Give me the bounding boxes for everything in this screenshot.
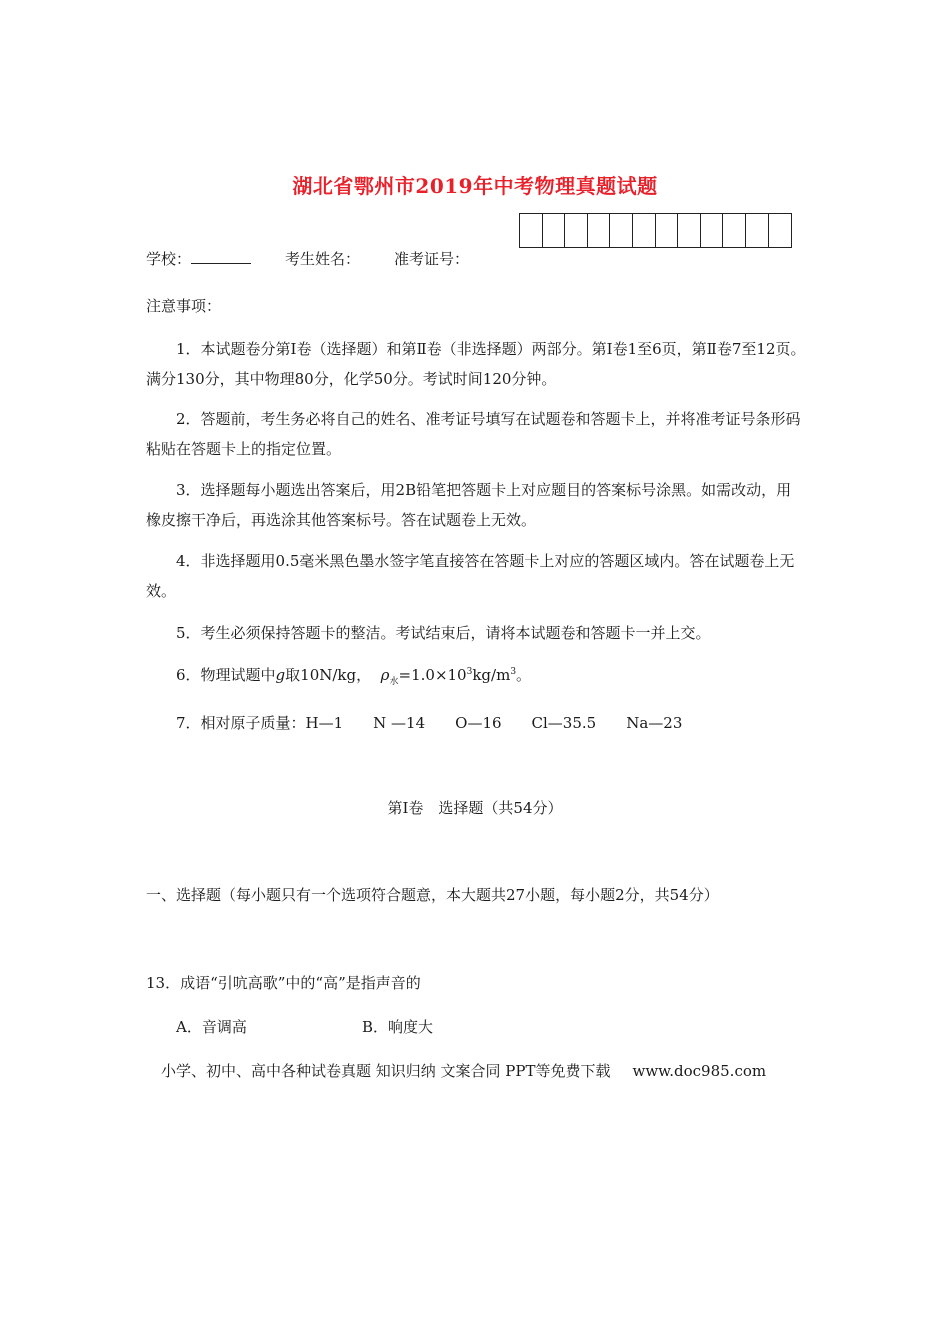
footer-url: www.doc985.com: [632, 1062, 767, 1080]
exam-number-boxes: [519, 213, 792, 248]
exam-number-box: [769, 214, 792, 247]
note-item-6: 6．物理试题中g取10N/kg， $\rho_水=1.0\times 10^3kg/m^3$。: [176, 666, 532, 687]
exam-number-box: [588, 214, 611, 247]
exam-number-box: [678, 214, 701, 247]
note-item-3: 3．选择题每小题选出答案后，用2B铅笔把答题卡上对应题目的答案标号涂黑。如需改动，用橡皮擦干净后，再选涂其他答案标号。答在试题卷上无效。: [146, 481, 792, 529]
option-a: A．音调高: [176, 1018, 247, 1036]
notes-heading: 注意事项：: [146, 297, 222, 315]
exam-number-box: [520, 214, 543, 247]
name-label: 考生姓名：: [285, 250, 361, 268]
part-title: 一、选择题（每小题只有一个选项符合题意，本大题共27小题，每小题2分，共54分）: [146, 886, 719, 904]
school-label: 学校：: [146, 250, 192, 268]
footer-text: 小学、初中、高中各种试卷真题 知识归纳 文案合同 PPT等免费下载: [161, 1062, 611, 1080]
exam-number-box: [746, 214, 769, 247]
option-b: B．响度大: [362, 1018, 434, 1036]
note-item-4: 4．非选择题用0.5毫米黑色墨水签字笔直接答在答题卡上对应的答题区域内。答在试题卷上无效。: [146, 552, 795, 600]
footer-note: [161, 1060, 766, 1081]
note-item-5: 5．考生必须保持答题卡的整洁。考试结束后，请将本试题卷和答题卡一并上交。: [176, 624, 711, 642]
exam-number-box: [701, 214, 724, 247]
question-options: [176, 1016, 433, 1037]
note-item-7: 7．相对原子质量：H—1 N —14 O—16 Cl—35.5 Na—23: [176, 714, 683, 732]
candidate-info-line: [146, 248, 469, 269]
school-blank: [191, 251, 251, 264]
exam-number-box: [656, 214, 679, 247]
question-stem: 13．成语“引吭高歌”中的“高”是指声音的: [146, 974, 421, 992]
note-item-2: 2．答题前，考生务必将自己的姓名、准考证号填写在试题卷和答题卡上，并将准考证号条形码粘贴在答题卡上的指定位置。: [146, 410, 801, 458]
exam-number-box: [610, 214, 633, 247]
exam-number-box: [723, 214, 746, 247]
exam-number-label: 准考证号：: [394, 250, 470, 268]
exam-number-box: [543, 214, 566, 247]
exam-number-box: [633, 214, 656, 247]
page-title: 湖北省鄂州市2019年中考物理真题试题: [292, 174, 658, 198]
note-item-1: 1．本试题卷分第Ⅰ卷（选择题）和第Ⅱ卷（非选择题）两部分。第Ⅰ卷1至6页，第Ⅱ卷7至12页。满分130分，其中物理80分，化学50分。考试时间120分钟。: [146, 340, 806, 388]
exam-number-box: [565, 214, 588, 247]
section-title: 第Ⅰ卷 选择题（共54分）: [387, 799, 563, 817]
